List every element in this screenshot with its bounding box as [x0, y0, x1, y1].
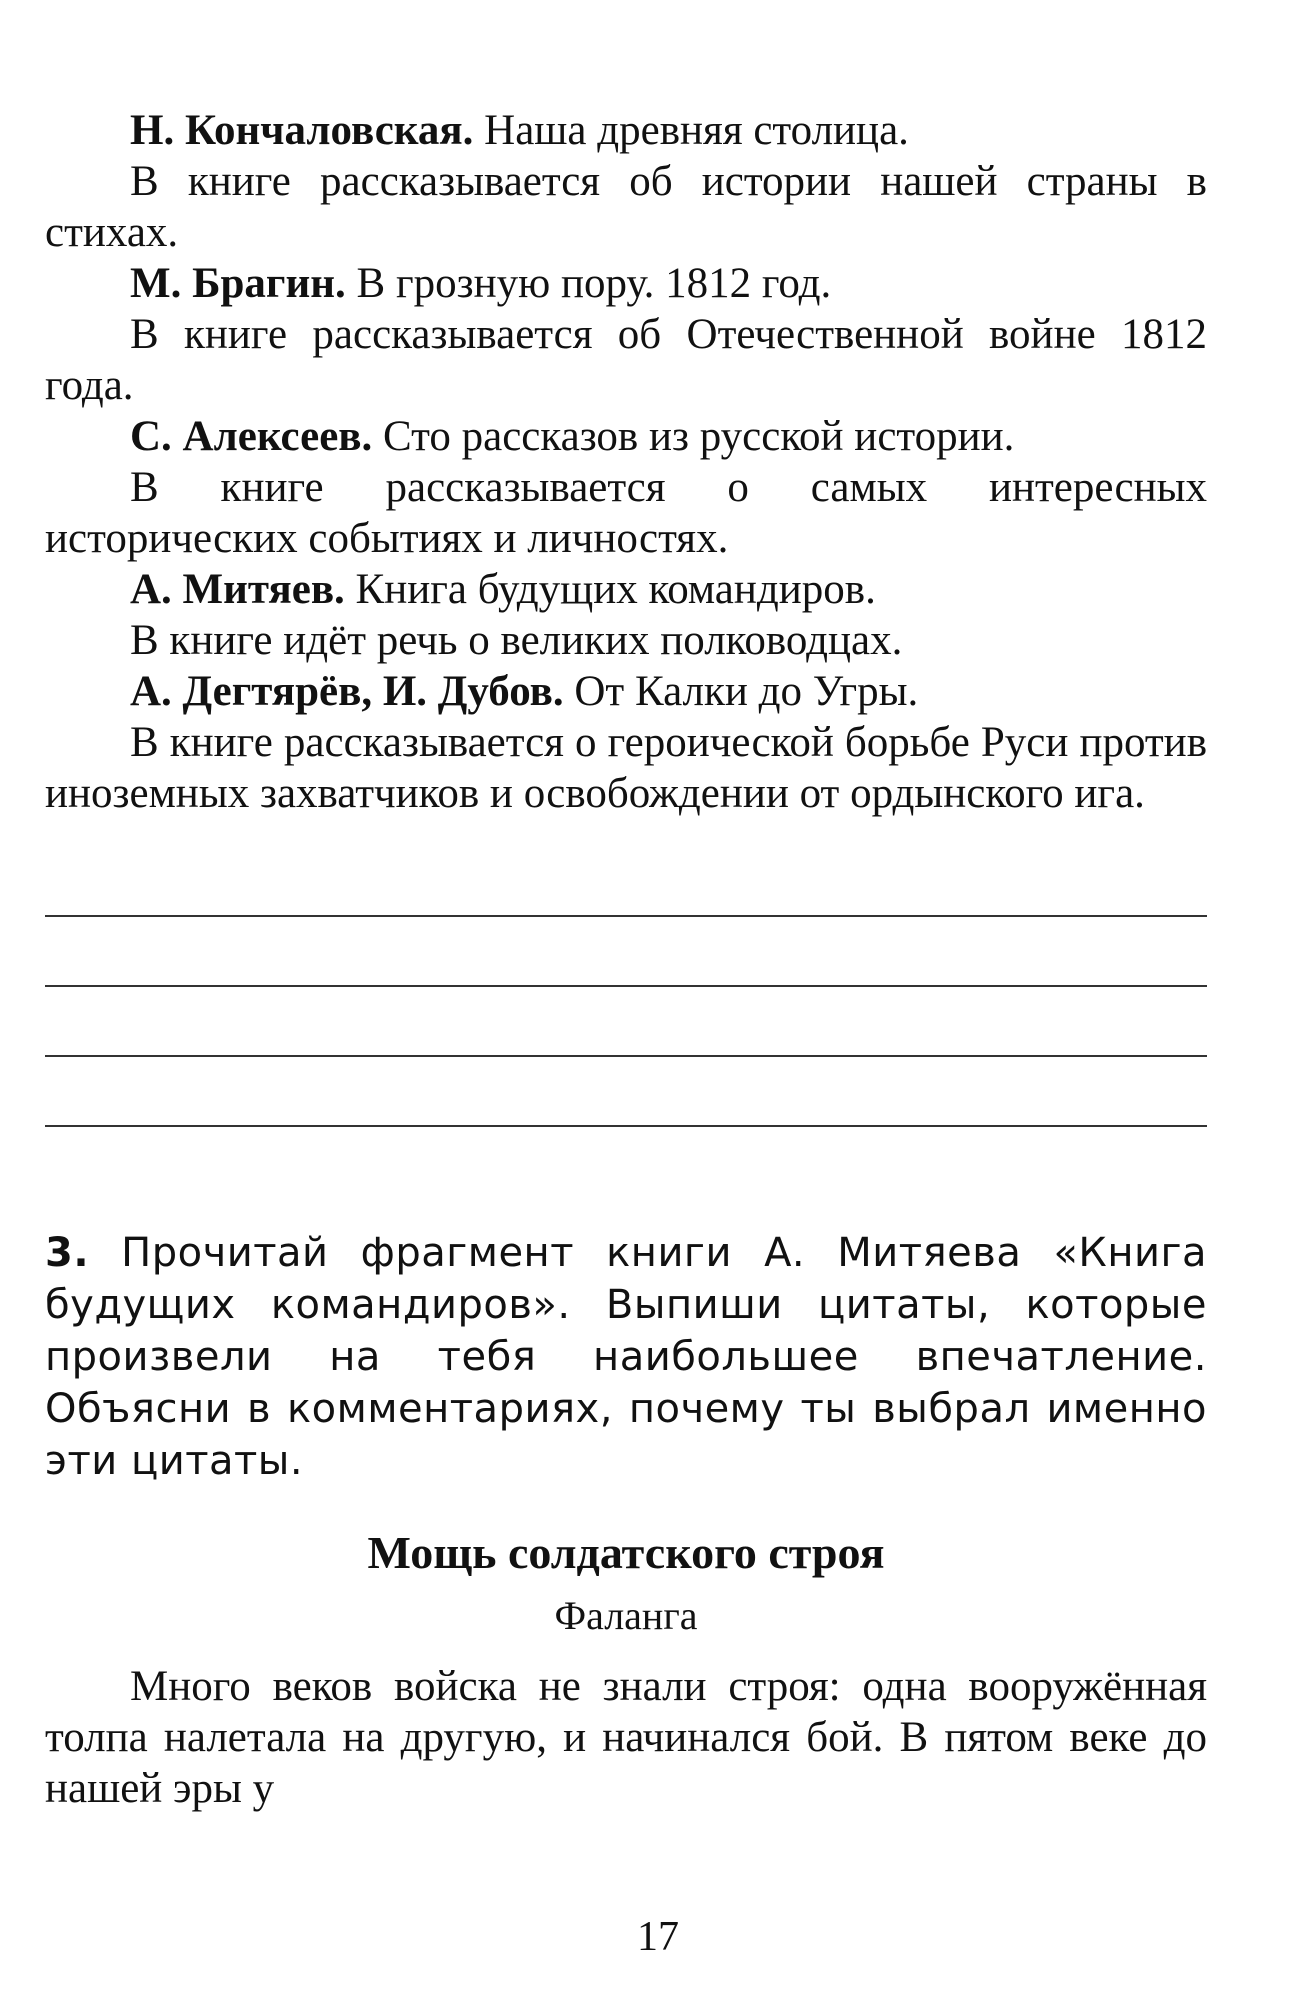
book-title: Книга будущих командиров. — [355, 566, 876, 613]
story-title: Мощь солдатского строя — [367, 1527, 885, 1578]
task-number: 3. — [45, 1230, 90, 1276]
book-entry — [45, 666, 1207, 819]
book-title-line — [45, 258, 1207, 309]
book-description: В книге рассказывается о героической борьбе Руси против иноземных захватчиков и освобождении от ордынского ига. — [45, 719, 1207, 817]
task-instruction — [45, 1227, 1207, 1487]
book-entry — [45, 105, 1207, 258]
book-title: Сто рассказов из русской истории. — [383, 413, 1015, 460]
book-title: В грозную пору. 1812 год. — [356, 260, 832, 307]
book-title: От Калки до Угры. — [574, 668, 919, 715]
answer-line[interactable] — [45, 917, 1207, 987]
book-title-line — [45, 105, 1207, 156]
book-title-line — [45, 564, 1207, 615]
book-entry — [45, 564, 1207, 666]
story-paragraph: Много веков войска не знали строя: одна вооружённая толпа налетала на другую, и начинался бой. В пятом веке до нашей эры у — [45, 1663, 1207, 1812]
page-content — [45, 105, 1207, 1857]
answer-lines — [45, 865, 1207, 1127]
book-author: А. Митяев. — [130, 566, 345, 613]
book-title-line — [45, 411, 1207, 462]
book-description: В книге рассказывается о самых интересных исторических событиях и личностях. — [45, 464, 1207, 562]
book-author: А. Дегтярёв, И. Дубов. — [130, 668, 564, 715]
page-number: 17 — [637, 1914, 679, 1960]
book-entry — [45, 411, 1207, 564]
book-author: С. Алексеев. — [130, 413, 373, 460]
answer-line[interactable] — [45, 865, 1207, 917]
book-title-line — [45, 666, 1207, 717]
book-author: М. Брагин. — [130, 260, 346, 307]
answer-line[interactable] — [45, 1057, 1207, 1127]
book-entry — [45, 258, 1207, 411]
story-subtitle: Фаланга — [554, 1593, 698, 1638]
book-description: В книге рассказывается об Отечественной войне 1812 года. — [45, 311, 1207, 409]
book-title: Наша древняя столица. — [484, 107, 909, 154]
book-author: Н. Кончаловская. — [130, 107, 474, 154]
book-description: В книге идёт речь о великих полководцах. — [130, 617, 903, 664]
task-text: Прочитай фрагмент книги А. Митяева «Книга будущих командиров». Выпиши цитаты, которые произвели на тебя наибольшее впечатление. Объясни в комментариях, почему ты выбрал именно эти цитаты. — [45, 1230, 1207, 1484]
book-description: В книге рассказывается об истории нашей страны в стихах. — [45, 158, 1207, 256]
answer-line[interactable] — [45, 987, 1207, 1057]
